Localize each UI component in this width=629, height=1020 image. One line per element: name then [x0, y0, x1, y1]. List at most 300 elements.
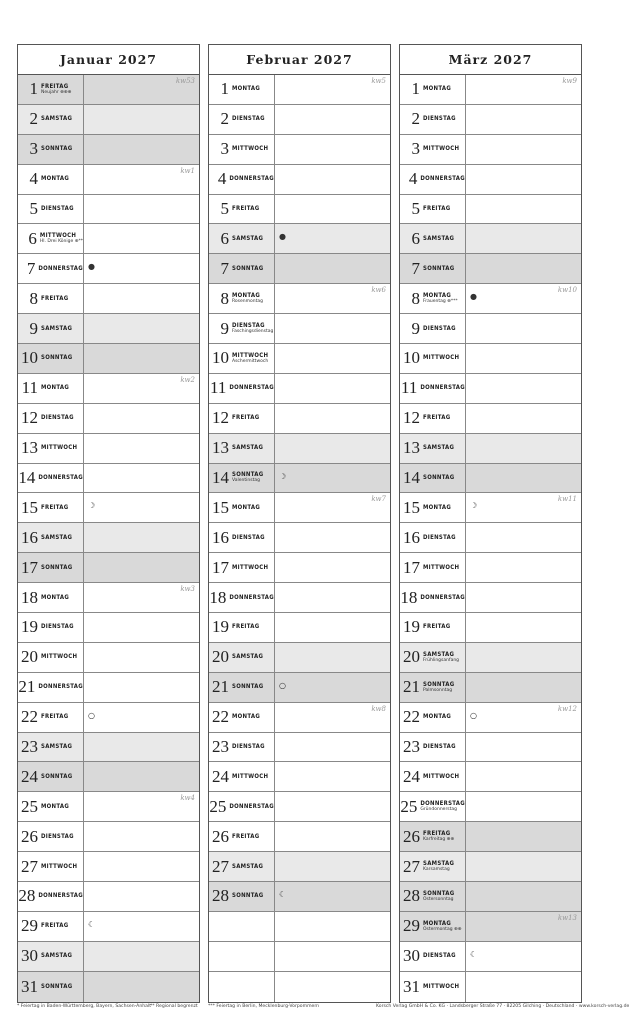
note-cell[interactable]: [275, 583, 390, 612]
day-number: 23: [21, 737, 38, 757]
weekday-name: SAMSTAG: [41, 743, 73, 751]
note-cell[interactable]: [84, 942, 199, 971]
weekday-name: DONNERSTAG: [38, 474, 83, 482]
day-number: 28: [212, 886, 229, 906]
day-number: 10: [21, 348, 38, 368]
day-label-cell: [400, 404, 466, 433]
note-cell[interactable]: [275, 942, 390, 971]
day-label-cell: [209, 553, 275, 582]
day-row: [18, 882, 199, 912]
moon-phase-icon: ●: [88, 262, 95, 272]
note-cell[interactable]: [84, 135, 199, 164]
day-row: [209, 882, 390, 912]
day-label-cell: [209, 434, 275, 463]
day-row: [18, 792, 199, 822]
day-label-cell: [209, 972, 275, 1002]
weekday-name: MITTWOCH: [41, 444, 78, 452]
day-label-cell: [18, 643, 84, 672]
note-cell[interactable]: [275, 792, 390, 821]
day-row: [18, 673, 199, 703]
note-cell[interactable]: [84, 912, 199, 941]
note-cell[interactable]: [466, 374, 581, 403]
note-cell[interactable]: [84, 165, 199, 194]
day-number: 2: [411, 109, 420, 129]
note-cell[interactable]: [466, 822, 581, 851]
note-cell[interactable]: [466, 195, 581, 224]
day-row: [18, 254, 199, 284]
note-cell[interactable]: [466, 703, 581, 732]
day-row: [400, 434, 581, 464]
weekday-name: FREITAG: [41, 82, 69, 90]
weekday-name: FREITAG: [423, 623, 451, 631]
note-cell[interactable]: [84, 852, 199, 881]
holiday-name: Valentinstag: [232, 478, 260, 484]
day-number: 13: [212, 438, 229, 458]
day-label-cell: [400, 703, 466, 732]
day-label-cell: [400, 344, 466, 373]
day-number: 13: [21, 438, 38, 458]
day-row: [209, 284, 390, 314]
note-cell[interactable]: [466, 553, 581, 582]
note-cell[interactable]: [84, 972, 199, 1002]
day-row: [209, 613, 390, 643]
day-number: 5: [220, 199, 229, 218]
weekday-name: SAMSTAG: [232, 234, 264, 242]
note-cell[interactable]: [466, 942, 581, 971]
weekday-name: DIENSTAG: [423, 952, 456, 960]
note-cell[interactable]: [466, 643, 581, 672]
day-label-cell: [400, 822, 466, 851]
weekday-name: MITTWOCH: [232, 351, 269, 359]
weekday-name: SONNTAG: [41, 145, 73, 153]
day-number: 26: [212, 826, 229, 846]
note-cell[interactable]: [84, 792, 199, 821]
day-label-cell: [209, 912, 275, 941]
note-cell[interactable]: [84, 613, 199, 642]
note-cell[interactable]: [275, 254, 390, 283]
day-number: 25: [209, 796, 227, 816]
day-number: 30: [403, 946, 420, 966]
day-row: [18, 703, 199, 733]
day-label-cell: [400, 942, 466, 971]
day-number: 8: [29, 288, 38, 308]
note-cell[interactable]: [466, 912, 581, 941]
day-number: 28: [403, 886, 420, 906]
day-number: 11: [21, 378, 38, 398]
day-row: [400, 553, 581, 583]
day-row: [400, 284, 581, 314]
day-label-cell: [209, 493, 275, 522]
moon-phase-icon: ○: [279, 680, 286, 690]
day-row: [18, 374, 199, 404]
weekday-name: DIENSTAG: [423, 115, 456, 123]
day-row: [18, 224, 199, 254]
day-label-cell: [18, 822, 84, 851]
day-number: 12: [403, 408, 420, 428]
day-number: 29: [403, 916, 420, 936]
day-number: 20: [403, 647, 420, 667]
note-cell[interactable]: [466, 344, 581, 373]
weekday-name: DONNERSTAG: [420, 384, 465, 392]
weekday-name: MITTWOCH: [41, 862, 78, 870]
day-row: [400, 135, 581, 165]
day-row: [209, 703, 390, 733]
moon-phase-icon: ○: [470, 710, 477, 720]
note-cell[interactable]: [466, 314, 581, 343]
note-cell[interactable]: [275, 912, 390, 941]
weekday-name: MONTAG: [423, 85, 452, 93]
weekday-name: DIENSTAG: [423, 533, 456, 541]
day-number: 1: [29, 79, 38, 99]
day-row: [209, 643, 390, 673]
note-cell[interactable]: [275, 523, 390, 552]
note-cell[interactable]: [466, 284, 581, 313]
weekday-name: DONNERSTAG: [420, 800, 465, 808]
note-cell[interactable]: [275, 733, 390, 762]
note-cell[interactable]: [275, 284, 390, 313]
day-label-cell: [209, 673, 275, 702]
day-number: 5: [29, 199, 38, 218]
note-cell[interactable]: [84, 673, 199, 702]
day-row: [209, 733, 390, 763]
note-cell[interactable]: [275, 374, 390, 403]
note-cell[interactable]: [275, 553, 390, 582]
calendar-week-label: kw6: [371, 286, 386, 295]
day-label-cell: [18, 673, 84, 702]
note-cell[interactable]: [84, 434, 199, 463]
day-row: [400, 613, 581, 643]
day-row: [18, 972, 199, 1002]
day-row: [209, 404, 390, 434]
footer-note-mid1: ** Regional begrenzt: [150, 1004, 198, 1009]
note-cell[interactable]: [275, 972, 390, 1002]
day-row: [400, 703, 581, 733]
weekday-name: MITTWOCH: [41, 653, 78, 661]
day-number: 21: [212, 677, 229, 697]
day-row: [18, 822, 199, 852]
day-number: 31: [403, 976, 420, 996]
day-number: 25: [400, 796, 418, 816]
note-cell[interactable]: [466, 792, 581, 821]
day-label-cell: [209, 703, 275, 732]
day-label-cell: [18, 762, 84, 791]
note-cell[interactable]: [275, 314, 390, 343]
day-row: [400, 583, 581, 613]
day-label-cell: [400, 434, 466, 463]
weekday-name: FREITAG: [41, 294, 69, 302]
note-cell[interactable]: [275, 822, 390, 851]
note-cell[interactable]: [275, 762, 390, 791]
note-cell[interactable]: [466, 613, 581, 642]
day-label-cell: [18, 553, 84, 582]
day-label-cell: [18, 75, 84, 104]
note-cell[interactable]: [466, 762, 581, 791]
day-number: 17: [403, 557, 420, 577]
day-label-cell: [209, 314, 275, 343]
empty-day-row: [209, 942, 390, 972]
weekday-name: SONNTAG: [423, 889, 455, 897]
note-cell[interactable]: [84, 553, 199, 582]
day-label-cell: [400, 314, 466, 343]
note-cell[interactable]: [275, 195, 390, 224]
note-cell[interactable]: [275, 493, 390, 522]
note-cell[interactable]: [275, 165, 390, 194]
day-label-cell: [209, 105, 275, 134]
day-label-cell: [18, 972, 84, 1002]
note-cell[interactable]: [84, 344, 199, 373]
note-cell[interactable]: [84, 583, 199, 612]
note-cell[interactable]: [84, 882, 199, 911]
day-row: [18, 105, 199, 135]
day-label-cell: [18, 374, 84, 403]
note-cell[interactable]: [466, 105, 581, 134]
note-cell[interactable]: [84, 195, 199, 224]
note-cell[interactable]: [275, 613, 390, 642]
day-label-cell: [18, 493, 84, 522]
note-cell[interactable]: [275, 673, 390, 702]
holiday-name: Rosenmontag: [232, 298, 264, 304]
weekday-name: SAMSTAG: [232, 862, 264, 870]
weekday-name: SAMSTAG: [41, 533, 73, 541]
note-cell[interactable]: [84, 762, 199, 791]
note-cell[interactable]: [84, 284, 199, 313]
note-cell[interactable]: [275, 703, 390, 732]
day-row: [209, 165, 390, 195]
day-number: 29: [21, 916, 38, 936]
day-number: 21: [18, 677, 36, 697]
day-label-cell: [18, 523, 84, 552]
note-cell[interactable]: [275, 464, 390, 493]
day-number: 26: [403, 826, 420, 846]
note-cell[interactable]: [84, 75, 199, 104]
note-cell[interactable]: [84, 105, 199, 134]
day-row: [209, 344, 390, 374]
note-cell[interactable]: [466, 972, 581, 1002]
weekday-name: MONTAG: [423, 713, 452, 721]
calendar-week-label: kw8: [371, 704, 386, 713]
day-number: 16: [212, 527, 229, 547]
weekday-name: SONNTAG: [423, 680, 455, 688]
note-cell[interactable]: [84, 822, 199, 851]
weekday-name: SONNTAG: [41, 563, 73, 571]
day-label-cell: [18, 583, 84, 612]
note-cell[interactable]: [84, 374, 199, 403]
day-number: 10: [403, 348, 420, 368]
weekday-name: MITTWOCH: [423, 982, 460, 990]
month-title: März 2027: [400, 45, 581, 75]
day-number: 15: [403, 497, 420, 517]
day-label-cell: [400, 882, 466, 911]
weekday-name: FREITAG: [232, 623, 260, 631]
note-cell[interactable]: [275, 105, 390, 134]
day-label-cell: [209, 882, 275, 911]
note-cell[interactable]: [84, 254, 199, 283]
weekday-name: SONNTAG: [423, 264, 455, 272]
calendar-week-label: kw10: [557, 286, 577, 295]
weekday-name: FREITAG: [41, 503, 69, 511]
note-cell[interactable]: [84, 523, 199, 552]
day-number: 8: [411, 288, 420, 308]
day-number: 18: [400, 587, 418, 607]
day-row: [18, 75, 199, 105]
holiday-name: Karfreitag ⊕⊕: [423, 836, 455, 842]
day-number: 5: [411, 199, 420, 218]
day-row: [209, 314, 390, 344]
weekday-name: SAMSTAG: [232, 444, 264, 452]
note-cell[interactable]: [275, 75, 390, 104]
weekday-name: DIENSTAG: [41, 832, 74, 840]
day-label-cell: [18, 314, 84, 343]
note-cell[interactable]: [466, 135, 581, 164]
note-cell[interactable]: [466, 673, 581, 702]
weekday-name: MITTWOCH: [232, 145, 269, 153]
day-row: [209, 135, 390, 165]
weekday-name: MONTAG: [423, 291, 452, 299]
footer-note-mid2: *** Feiertag in Berlin, Mecklenburg-Vorpommern: [208, 1004, 320, 1009]
day-row: [209, 464, 390, 494]
day-row: [400, 105, 581, 135]
note-cell[interactable]: [466, 464, 581, 493]
day-number: 20: [21, 647, 38, 667]
weekday-name: DONNERSTAG: [229, 175, 274, 183]
weekday-name: DIENSTAG: [423, 743, 456, 751]
note-cell[interactable]: [466, 75, 581, 104]
day-row: [209, 254, 390, 284]
note-cell[interactable]: [466, 434, 581, 463]
note-cell[interactable]: [466, 404, 581, 433]
day-row: [400, 822, 581, 852]
note-cell[interactable]: [84, 404, 199, 433]
day-number: 24: [212, 766, 229, 786]
weekday-name: DONNERSTAG: [420, 175, 465, 183]
day-row: [18, 314, 199, 344]
day-row: [18, 493, 199, 523]
day-label-cell: [209, 852, 275, 881]
day-number: 30: [21, 946, 38, 966]
note-cell[interactable]: [466, 882, 581, 911]
weekday-name: DIENSTAG: [41, 414, 74, 422]
note-cell[interactable]: [466, 583, 581, 612]
day-number: 22: [212, 707, 229, 727]
note-cell[interactable]: [275, 434, 390, 463]
day-label-cell: [209, 613, 275, 642]
day-row: [18, 553, 199, 583]
day-number: 7: [220, 258, 229, 278]
holiday-name: Aschermittwoch: [232, 358, 269, 364]
day-label-cell: [18, 195, 84, 224]
day-number: 24: [403, 766, 420, 786]
note-cell[interactable]: [84, 464, 199, 493]
day-number: 16: [21, 527, 38, 547]
day-row: [400, 643, 581, 673]
calendar-week-label: kw9: [562, 77, 577, 85]
note-cell[interactable]: [466, 523, 581, 552]
day-label-cell: [400, 284, 466, 313]
note-cell[interactable]: [466, 493, 581, 522]
weekday-name: FREITAG: [232, 414, 260, 422]
moon-phase-icon: ☽: [279, 471, 287, 481]
note-cell[interactable]: [84, 703, 199, 732]
day-row: [209, 792, 390, 822]
day-label-cell: [18, 852, 84, 881]
day-number: 3: [29, 139, 38, 159]
weekday-name: MONTAG: [423, 919, 452, 927]
day-number: 11: [400, 378, 418, 398]
day-label-cell: [18, 942, 84, 971]
note-cell[interactable]: [275, 224, 390, 253]
day-number: 27: [403, 856, 420, 876]
note-cell[interactable]: [275, 135, 390, 164]
day-number: 4: [29, 169, 38, 189]
day-number: 2: [29, 109, 38, 129]
day-number: 3: [220, 139, 229, 159]
note-cell[interactable]: [275, 852, 390, 881]
note-cell[interactable]: [466, 224, 581, 253]
weekday-name: DIENSTAG: [423, 324, 456, 332]
day-row: [400, 224, 581, 254]
weekday-name: MONTAG: [232, 291, 261, 299]
day-label-cell: [18, 912, 84, 941]
weekday-name: MITTWOCH: [423, 563, 460, 571]
day-number: 8: [220, 288, 229, 308]
weekday-name: DONNERSTAG: [229, 593, 274, 601]
note-cell[interactable]: [275, 882, 390, 911]
day-label-cell: [400, 105, 466, 134]
day-label-cell: [209, 733, 275, 762]
note-cell[interactable]: [275, 643, 390, 672]
weekday-name: DIENSTAG: [232, 743, 265, 751]
month-title: Februar 2027: [209, 45, 390, 75]
note-cell[interactable]: [84, 643, 199, 672]
weekday-name: MITTWOCH: [423, 354, 460, 362]
weekday-name: DIENSTAG: [232, 115, 265, 123]
day-label-cell: [209, 822, 275, 851]
note-cell[interactable]: [466, 852, 581, 881]
note-cell[interactable]: [466, 254, 581, 283]
note-cell[interactable]: [466, 165, 581, 194]
day-row: [400, 404, 581, 434]
note-cell[interactable]: [275, 344, 390, 373]
weekday-name: SONNTAG: [232, 264, 264, 272]
day-label-cell: [209, 135, 275, 164]
weekday-name: FREITAG: [41, 713, 69, 721]
note-cell[interactable]: [466, 733, 581, 762]
day-number: 6: [220, 228, 229, 248]
weekday-name: DONNERSTAG: [38, 264, 83, 272]
day-label-cell: [400, 523, 466, 552]
day-row: [209, 374, 390, 404]
day-row: [400, 792, 581, 822]
note-cell[interactable]: [84, 224, 199, 253]
day-label-cell: [18, 464, 84, 493]
note-cell[interactable]: [84, 733, 199, 762]
day-label-cell: [209, 404, 275, 433]
weekday-name: SAMSTAG: [41, 324, 73, 332]
weekday-name: FREITAG: [232, 205, 260, 212]
day-row: [209, 75, 390, 105]
note-cell[interactable]: [84, 493, 199, 522]
note-cell[interactable]: [275, 404, 390, 433]
weekday-name: FREITAG: [232, 832, 260, 840]
weekday-name: MITTWOCH: [423, 145, 460, 153]
day-label-cell: [18, 434, 84, 463]
day-row: [209, 105, 390, 135]
day-row: [18, 195, 199, 225]
day-number: 7: [411, 258, 420, 278]
day-label-cell: [209, 942, 275, 971]
note-cell[interactable]: [84, 314, 199, 343]
day-label-cell: [209, 284, 275, 313]
